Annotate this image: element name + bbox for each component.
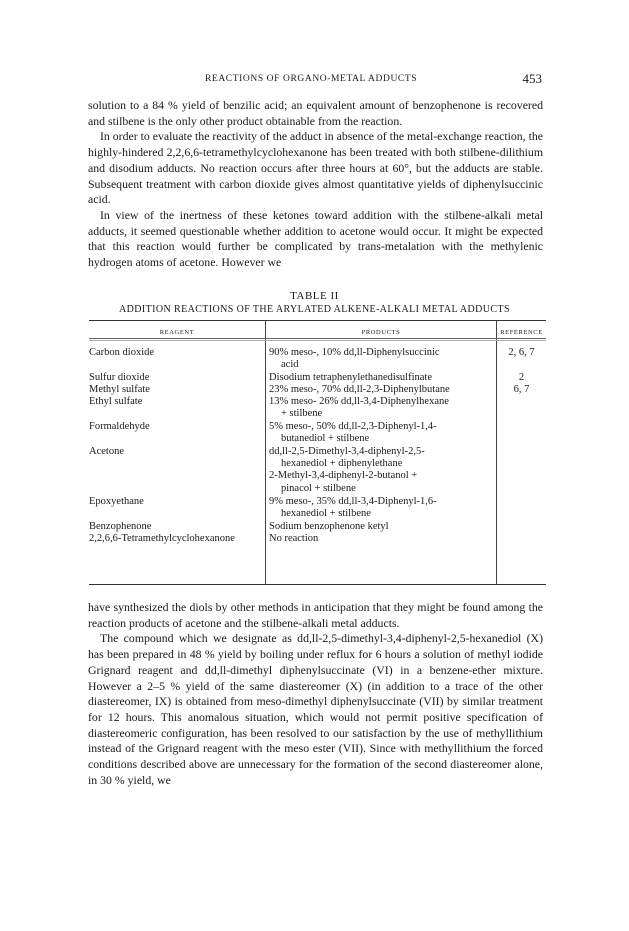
products-cell (269, 384, 495, 396)
products-cell (269, 347, 495, 371)
header-rule (89, 338, 546, 339)
paragraph: In order to evaluate the reactivity of the adduct in absence of the metal-exchange reaction, the highly-hindered 2,2,6,6-tetramethylcyclohexanone has been treated with both stilbene-dilithium and disodium adducts. No reaction occurs after three hours at 60°, but the adducts are stable. Subsequent treatment with carbon dioxide gives almost quantitative yields of diphenylsuccinic acid. (88, 129, 543, 207)
header-reference: REFERENCE (500, 329, 543, 336)
reference-cell: 6, 7 (513, 384, 530, 395)
reagent-cell: Methyl sulfate (89, 384, 150, 395)
reference-cell: 2, 6, 7 (508, 347, 535, 358)
products-cell (269, 521, 495, 533)
products-cell (269, 372, 495, 384)
product-line: 5% meso-, 50% dd,ll-2,3-Diphenyl-1,4- (269, 421, 437, 432)
reference-cell: 2 (518, 372, 525, 383)
product-line: 2-Methyl-3,4-diphenyl-2-butanol + (269, 470, 418, 482)
products-cell (269, 396, 495, 420)
column-divider (265, 321, 266, 584)
product-line: Sodium benzophenone ketyl (269, 521, 389, 532)
reagent-cell: Sulfur dioxide (89, 372, 150, 383)
reagent-cell: Formaldehyde (89, 421, 150, 432)
body-text-top (88, 98, 543, 271)
reagent-cell: 2,2,6,6-Tetramethylcyclohexanone (89, 533, 235, 544)
header-products: PRODUCTS (361, 329, 401, 336)
table-title: ADDITION REACTIONS OF THE ARYLATED ALKENE-ALKALI METAL ADDUCTS (119, 304, 510, 315)
paragraph: have synthesized the diols by other methods in anticipation that they might be found among the reaction products of acetone and the stilbene-alkali metal adducts. (88, 600, 543, 630)
products-cell (269, 446, 495, 495)
reagent-cell: Carbon dioxide (89, 347, 155, 358)
reagent-cell: Ethyl sulfate (89, 396, 143, 407)
product-line: No reaction (269, 533, 319, 544)
body-text-bottom (88, 600, 543, 788)
product-line: 23% meso-, 70% dd,ll-2,3-Diphenylbutane (269, 384, 450, 395)
reagent-cell: Benzophenone (89, 521, 152, 532)
product-line: Disodium tetraphenylethanedisulfinate (269, 372, 432, 383)
product-line: 90% meso-, 10% dd,ll-Diphenylsuccinic (269, 347, 440, 358)
header-reagent: REAGENT (159, 329, 195, 336)
product-line: butanediol + stilbene (281, 433, 370, 445)
product-line: dd,ll-2,5-Dimethyl-3,4-diphenyl-2,5- (269, 446, 425, 457)
products-cell (269, 533, 495, 545)
product-line: pinacol + stilbene (281, 482, 356, 494)
product-line: + stilbene (281, 408, 323, 420)
paragraph: In view of the inertness of these ketones toward addition with the stilbene-alkali metal adducts, it seemed questionable whether addition to acetone would occur. It might be expected that this reaction would further be complicated by trans-metalation with the methylenic hydrogen atoms of acetone. However we (88, 207, 543, 270)
table-label: TABLE II (290, 290, 339, 302)
products-cell (269, 421, 495, 445)
product-line: hexanediol + stilbene (281, 508, 371, 520)
product-line: 9% meso-, 35% dd,ll-3,4-Diphenyl-1,6- (269, 496, 437, 507)
running-head: REACTIONS OF ORGANO-METAL ADDUCTS (205, 74, 418, 84)
paragraph: The compound which we designate as dd,ll-2,5-dimethyl-3,4-diphenyl-2,5-hexanediol (X) has been prepared in 48 % yield by boiling under reflux for 6 hours a solution of methyl iodide Grignard reagent and dd,ll-dimethyl diphenylsuccinate (VI) in a benzene-ether mixture. However a 2–5 % yield of the same diastereomer (X) (in addition to a trace of the other diastereomer, IX) is obtained from meso-dimethyl diphenylsuccinate (VII) by similar treatment for 12 hours. This anomalous situation, which would not permit positive specification of diastereomeric configuration, has been resolved to our satisfaction by the use of methyllithium instead of the Grignard reagent with the meso ester (VII). Since with methyllithium the forced conditions described above are unnecessary for the formation of the second diastereomer alone, in 30 % yield, we (88, 631, 543, 787)
paragraph: solution to a 84 % yield of benzilic acid; an equivalent amount of benzophenone is recovered and stilbene is the only other product obtainable from the reaction. (88, 98, 543, 128)
reagent-cell: Epoxyethane (89, 496, 144, 507)
product-line: acid (281, 359, 299, 371)
column-divider (496, 321, 497, 584)
product-line: 13% meso- 26% dd,ll-3,4-Diphenylhexane (269, 396, 449, 407)
product-line: hexanediol + diphenylethane (281, 458, 403, 470)
products-cell (269, 496, 495, 520)
table-frame (89, 320, 546, 585)
reagent-cell: Acetone (89, 446, 124, 457)
header-rule (89, 340, 546, 341)
reactions-table (89, 320, 546, 583)
page-number: 453 (522, 71, 542, 86)
